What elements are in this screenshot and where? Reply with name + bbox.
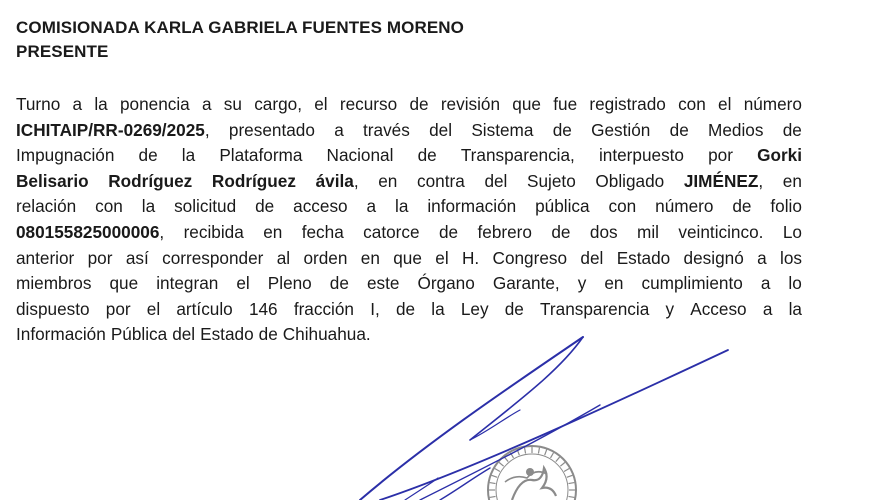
word-group xyxy=(16,194,76,220)
word-group xyxy=(16,246,74,272)
word: la xyxy=(94,94,108,114)
word-group xyxy=(229,118,315,144)
word-group xyxy=(578,271,587,297)
word-group xyxy=(393,246,422,272)
word: en xyxy=(782,170,802,191)
word: acceso xyxy=(293,196,348,217)
word-group xyxy=(429,118,452,144)
bold-word: Rodríguez xyxy=(211,170,296,191)
word: Nacional xyxy=(326,145,394,166)
word-group xyxy=(642,271,743,297)
word: a xyxy=(757,247,767,268)
word-group xyxy=(16,322,106,348)
word: Pública xyxy=(110,324,168,345)
word-group xyxy=(94,92,107,118)
paragraph-line xyxy=(16,246,802,272)
word-group xyxy=(512,92,541,118)
word-group xyxy=(461,297,489,323)
word: , xyxy=(159,221,165,242)
word: que xyxy=(512,94,541,114)
word: , xyxy=(353,170,359,191)
word: cargo, xyxy=(254,94,302,114)
word: de xyxy=(138,145,158,166)
word: por xyxy=(105,298,131,319)
word: de xyxy=(732,196,752,217)
word-group xyxy=(409,92,428,118)
word: revisión xyxy=(440,94,501,114)
word-group xyxy=(427,194,516,220)
word: en xyxy=(378,170,398,191)
word: través xyxy=(363,119,410,140)
word: de xyxy=(552,119,572,140)
word: recurso xyxy=(339,94,398,114)
word: , xyxy=(758,170,764,191)
word-group xyxy=(441,92,500,118)
word-group xyxy=(418,143,437,169)
word-group xyxy=(363,220,419,246)
word: el xyxy=(314,94,328,114)
word: Estado xyxy=(616,247,671,268)
word: la xyxy=(431,298,445,319)
word-group xyxy=(106,297,131,323)
word-group xyxy=(172,322,195,348)
word: veinticinco. xyxy=(678,221,764,242)
paragraph-line xyxy=(16,271,802,297)
word-group xyxy=(708,143,733,169)
word-group xyxy=(670,118,689,144)
word-group xyxy=(88,246,113,272)
paragraph-line xyxy=(16,220,802,246)
word-group xyxy=(182,143,195,169)
paragraph-line xyxy=(16,322,802,348)
word: dispuesto xyxy=(16,298,90,319)
word-group xyxy=(109,271,138,297)
word: de xyxy=(782,119,802,140)
word: 146 xyxy=(248,298,278,319)
word: interpuesto xyxy=(598,145,684,166)
word: solicitud xyxy=(174,196,237,217)
word-group xyxy=(690,297,746,323)
word: designó xyxy=(683,247,744,268)
word: Lo xyxy=(782,221,802,242)
word-group xyxy=(16,271,91,297)
word-group xyxy=(254,92,302,118)
bold-word: Gorki xyxy=(757,145,802,166)
word: , xyxy=(204,119,210,140)
word-group xyxy=(139,143,158,169)
word-group xyxy=(334,118,344,144)
word-group xyxy=(761,271,771,297)
word: Turno xyxy=(16,94,61,114)
word: de xyxy=(551,221,571,242)
word: en xyxy=(263,221,283,242)
word-group xyxy=(16,169,89,195)
word-group xyxy=(277,246,290,272)
word-group xyxy=(16,297,90,323)
addressee-block xyxy=(16,16,464,64)
word-group xyxy=(477,220,531,246)
word: al xyxy=(276,247,291,268)
word-group xyxy=(744,92,802,118)
word-group xyxy=(283,322,371,348)
word-group xyxy=(604,271,623,297)
word-group xyxy=(484,169,507,195)
word-group xyxy=(493,271,560,297)
word-group xyxy=(535,194,589,220)
bold-word: 080155825000006 xyxy=(16,221,160,242)
word-group xyxy=(551,220,570,246)
word-group xyxy=(200,322,254,348)
word-group xyxy=(655,194,713,220)
word: en xyxy=(360,247,380,268)
word-group xyxy=(249,297,278,323)
word: Pleno xyxy=(267,273,312,294)
word: Impugnación xyxy=(16,145,115,166)
word: fracción xyxy=(293,298,354,319)
word-group xyxy=(757,246,767,272)
word-group xyxy=(202,92,212,118)
word: el xyxy=(236,273,250,294)
word-group xyxy=(176,297,232,323)
word-group xyxy=(174,194,236,220)
word: relación xyxy=(16,196,77,217)
word-group xyxy=(259,322,278,348)
word: febrero xyxy=(477,221,532,242)
word: con xyxy=(95,196,123,217)
word-group xyxy=(439,220,458,246)
word-group xyxy=(617,246,671,272)
word: corresponder xyxy=(162,247,264,268)
word-group xyxy=(16,92,60,118)
word-group xyxy=(396,297,415,323)
word: la xyxy=(788,298,802,319)
word: fecha xyxy=(301,221,344,242)
word-group xyxy=(395,194,408,220)
word-group xyxy=(294,297,354,323)
word-group xyxy=(580,246,603,272)
word: a xyxy=(72,94,83,114)
paragraph-line xyxy=(16,143,802,169)
addressee-salutation: PRESENTE xyxy=(16,42,109,61)
official-seal-icon xyxy=(488,446,576,500)
bold-word: Rodríguez xyxy=(108,170,193,191)
word-group xyxy=(590,220,618,246)
word-group xyxy=(609,194,637,220)
word-group xyxy=(553,118,572,144)
paragraph-line xyxy=(16,297,802,323)
word: integran xyxy=(156,273,219,294)
word: su xyxy=(223,94,242,114)
word: pública xyxy=(535,196,590,217)
word-group xyxy=(111,322,167,348)
word: de xyxy=(395,298,416,319)
word-group xyxy=(363,118,410,144)
word: Medios xyxy=(708,119,764,140)
word-group xyxy=(224,92,242,118)
word: por xyxy=(708,145,733,166)
word: Plataforma xyxy=(219,145,303,166)
paragraph-line xyxy=(16,92,802,118)
word: Ley xyxy=(460,298,489,319)
word-group xyxy=(678,220,763,246)
word: la xyxy=(395,196,409,217)
word: número xyxy=(655,196,714,217)
word-group xyxy=(378,169,397,195)
word: dos xyxy=(589,221,618,242)
word-group xyxy=(462,246,479,272)
word: a xyxy=(762,298,773,319)
word-group xyxy=(314,92,327,118)
word: I, xyxy=(370,298,380,319)
word-group xyxy=(212,169,296,195)
word: Información xyxy=(16,324,106,345)
word: Gestión xyxy=(591,119,651,140)
word-group xyxy=(783,220,802,246)
word: lo xyxy=(788,273,802,294)
word-group xyxy=(435,246,448,272)
word-group xyxy=(367,194,377,220)
word-group xyxy=(783,169,802,195)
word: mil xyxy=(637,221,659,242)
word-group xyxy=(16,118,210,144)
word: del xyxy=(429,119,453,140)
word: Obligado xyxy=(595,170,665,191)
word: artículo xyxy=(176,298,233,319)
word: de xyxy=(329,273,349,294)
word-group xyxy=(788,271,801,297)
word: con xyxy=(678,94,706,114)
word-group xyxy=(16,143,114,169)
word: folio xyxy=(770,196,802,217)
word-group xyxy=(370,297,380,323)
word: por xyxy=(87,247,113,268)
word-group xyxy=(219,143,302,169)
word: que xyxy=(109,273,139,294)
word: información xyxy=(427,196,517,217)
word: orden xyxy=(303,247,348,268)
word: Sujeto xyxy=(527,170,576,191)
word: Transparencia xyxy=(540,298,650,319)
word-group xyxy=(367,271,400,297)
word-group xyxy=(293,194,347,220)
word: de xyxy=(417,145,437,166)
word-group xyxy=(589,92,665,118)
word-group xyxy=(595,169,664,195)
word-group xyxy=(553,92,577,118)
word-group xyxy=(783,118,802,144)
word-group xyxy=(461,143,575,169)
word-group xyxy=(340,92,397,118)
word-group xyxy=(236,271,249,297)
word-group xyxy=(108,169,192,195)
word-group xyxy=(732,194,751,220)
word-group xyxy=(302,220,344,246)
word-group xyxy=(540,297,649,323)
word-group xyxy=(417,271,474,297)
word: Estado xyxy=(200,324,254,345)
bold-word: ávila xyxy=(315,170,354,191)
word-group xyxy=(684,169,763,195)
word: Sistema xyxy=(471,119,534,140)
word: con xyxy=(608,196,637,217)
word: así xyxy=(125,247,149,268)
turn-paragraph xyxy=(16,92,802,348)
word-group xyxy=(708,118,763,144)
word: de xyxy=(258,324,278,345)
word-group xyxy=(493,246,568,272)
word-group xyxy=(268,271,312,297)
paragraph-line xyxy=(16,194,802,220)
word: Chihuahua. xyxy=(282,324,371,345)
word: Garante, xyxy=(492,273,560,294)
word: número xyxy=(743,94,802,114)
word-group xyxy=(684,246,744,272)
word: presentado xyxy=(228,119,315,140)
bold-word: JIMÉNEZ xyxy=(683,170,759,191)
word-group xyxy=(471,118,533,144)
word-group xyxy=(361,246,380,272)
word: de xyxy=(504,298,524,319)
word-group xyxy=(591,118,650,144)
word: ponencia xyxy=(119,94,190,114)
word-group xyxy=(263,220,282,246)
word-group xyxy=(255,194,274,220)
word-group xyxy=(417,169,465,195)
word-group xyxy=(665,297,674,323)
word-group xyxy=(95,194,123,220)
word-group xyxy=(156,271,218,297)
word-group xyxy=(763,297,773,323)
word: de xyxy=(255,196,275,217)
word-group xyxy=(303,246,347,272)
word-group xyxy=(757,143,802,169)
word-group xyxy=(147,297,160,323)
word: Congreso xyxy=(492,247,568,268)
word: de xyxy=(438,221,459,242)
word: catorce xyxy=(363,221,420,242)
word: a xyxy=(334,119,344,140)
word-group xyxy=(718,92,731,118)
word: Acceso xyxy=(690,298,747,319)
word: Transparencia, xyxy=(460,145,575,166)
word-group xyxy=(330,271,349,297)
word: y xyxy=(665,298,675,319)
word: fue xyxy=(553,94,578,114)
word: los xyxy=(780,247,802,268)
word: el xyxy=(718,94,732,114)
word-group xyxy=(316,169,359,195)
word: la xyxy=(181,145,196,166)
word: a xyxy=(760,273,771,294)
word-group xyxy=(73,92,83,118)
word: anterior xyxy=(16,247,75,268)
word: H. xyxy=(462,247,480,268)
word: contra xyxy=(417,170,465,191)
word-group xyxy=(162,246,263,272)
bold-word: Belisario xyxy=(16,170,89,191)
word-group xyxy=(120,92,190,118)
word-group xyxy=(431,297,444,323)
word: a xyxy=(201,94,212,114)
word: este xyxy=(366,273,400,294)
word: que xyxy=(393,247,422,268)
word: el xyxy=(146,298,161,319)
word: del xyxy=(484,170,508,191)
word-group xyxy=(184,220,244,246)
word-group xyxy=(770,194,802,220)
word-group xyxy=(527,169,576,195)
word-group xyxy=(505,297,524,323)
word: la xyxy=(141,196,156,217)
word: registrado xyxy=(589,94,666,114)
word-group xyxy=(599,143,684,169)
word: Órgano xyxy=(417,273,475,294)
word: miembros xyxy=(16,273,92,294)
word-group xyxy=(780,246,802,272)
word: a xyxy=(366,196,377,217)
paragraph-line xyxy=(16,169,802,195)
word: y xyxy=(577,273,587,294)
word: de xyxy=(669,119,689,140)
word: del xyxy=(172,324,196,345)
word-group xyxy=(678,92,706,118)
word-group xyxy=(637,220,659,246)
word: cumplimiento xyxy=(641,273,743,294)
word-group xyxy=(126,246,149,272)
handwritten-signature-icon xyxy=(360,337,728,500)
word: del xyxy=(580,247,604,268)
word-group xyxy=(16,220,164,246)
word-group xyxy=(142,194,155,220)
word: el xyxy=(435,247,449,268)
word: de xyxy=(409,94,429,114)
word: en xyxy=(604,273,624,294)
word-group xyxy=(789,297,802,323)
word: recibida xyxy=(183,221,244,242)
paragraph-line xyxy=(16,118,802,144)
word-group xyxy=(327,143,394,169)
bold-word: ICHITAIP/RR-0269/2025 xyxy=(16,119,205,140)
addressee-name: COMISIONADA KARLA GABRIELA FUENTES MORENO xyxy=(16,18,464,37)
